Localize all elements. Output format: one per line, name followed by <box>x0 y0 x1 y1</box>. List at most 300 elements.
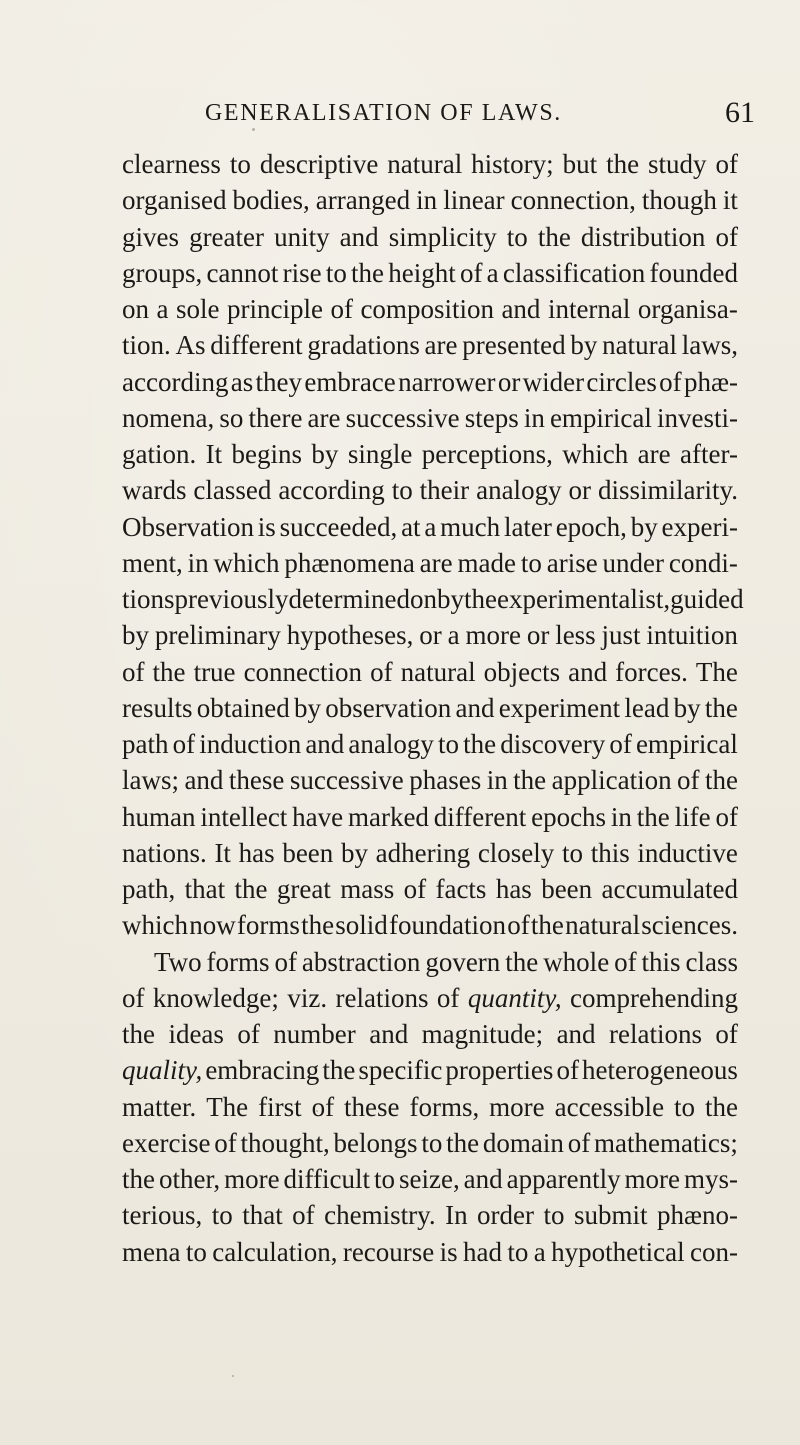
word: but <box>562 149 598 179</box>
word: apparently <box>506 1164 621 1194</box>
word: wards <box>122 475 187 506</box>
word: objects <box>483 656 561 687</box>
word: and <box>339 221 379 252</box>
word: mys- <box>684 1164 738 1194</box>
text-line <box>122 1234 738 1270</box>
word: are <box>307 402 341 433</box>
word: cannot <box>206 257 279 288</box>
text-line <box>122 654 738 690</box>
word: to <box>229 149 251 179</box>
word: according <box>122 366 229 397</box>
word: composition <box>360 294 494 324</box>
word: to <box>421 1127 443 1158</box>
word: greater <box>189 221 264 252</box>
word: on <box>409 584 437 614</box>
word: there <box>248 402 303 433</box>
word: more <box>489 1091 545 1122</box>
word: founded <box>649 257 738 288</box>
word: more <box>224 1164 280 1194</box>
word: the <box>463 729 497 759</box>
word: has <box>238 837 275 868</box>
word: distribution <box>580 221 706 252</box>
word: has <box>495 874 532 904</box>
word: ment, <box>122 547 183 578</box>
word: forces. <box>615 656 688 687</box>
word: unity <box>274 221 330 252</box>
word: embracing <box>205 1055 320 1086</box>
word: accessible <box>554 1091 665 1122</box>
word: internal <box>547 294 631 324</box>
word: by <box>673 692 701 723</box>
word: In <box>445 1200 468 1231</box>
word: successive <box>289 765 404 796</box>
text-line <box>122 581 744 617</box>
word: tions <box>122 584 175 614</box>
word: had <box>463 1236 503 1267</box>
word: phases <box>409 765 482 796</box>
word: The <box>695 656 738 687</box>
word: number <box>273 1019 356 1049</box>
word: a <box>447 620 460 651</box>
word: a <box>533 1236 546 1267</box>
word: experimentalist, <box>496 584 671 614</box>
word: of <box>677 765 700 796</box>
word: laws; <box>122 765 179 796</box>
text-line <box>122 400 738 436</box>
word: the <box>446 1127 480 1158</box>
word: previously <box>174 584 289 614</box>
word: which <box>213 547 280 578</box>
word: dissimilarity. <box>597 475 738 506</box>
word: of <box>715 1019 738 1049</box>
word: chemistry. <box>324 1200 436 1231</box>
word: of <box>370 656 393 687</box>
word: been <box>541 874 593 904</box>
word: empirical <box>549 402 652 433</box>
word: later <box>503 511 552 542</box>
word: matter. <box>122 1091 197 1122</box>
word: of <box>609 729 632 759</box>
word: the <box>704 1091 738 1122</box>
text-line <box>122 835 738 871</box>
word: the <box>322 1055 356 1086</box>
word: seize, <box>398 1164 460 1194</box>
word: are <box>637 439 671 469</box>
word: the <box>530 910 564 941</box>
word: discovery <box>500 729 606 759</box>
text-line <box>122 690 738 726</box>
word: and <box>568 656 608 687</box>
word: it <box>722 185 738 216</box>
word: preliminary <box>154 620 281 651</box>
word: on <box>122 294 149 324</box>
word: of <box>237 1019 260 1049</box>
text-line <box>122 617 738 653</box>
word: experiment <box>498 692 621 723</box>
word: arranged <box>315 185 411 216</box>
word: sciences. <box>641 910 738 941</box>
word: by <box>630 511 658 542</box>
word: hypotheses, <box>286 620 414 651</box>
word: is <box>257 511 276 542</box>
word: succeeded, <box>279 511 398 542</box>
word: viz. <box>287 982 328 1013</box>
word: by <box>570 330 598 361</box>
word: great <box>276 874 331 904</box>
word: govern <box>425 946 501 977</box>
word: to <box>520 547 542 578</box>
word: organised <box>122 185 227 216</box>
word: is <box>439 1236 458 1267</box>
word: classed <box>193 475 272 506</box>
word: submit <box>573 1200 648 1231</box>
text-line <box>122 291 738 327</box>
word: in <box>610 801 632 832</box>
word: just <box>601 620 641 651</box>
word: clearness <box>122 149 221 179</box>
word: under <box>602 547 665 578</box>
word: a <box>156 294 169 324</box>
word: and <box>501 294 541 324</box>
word: path <box>122 729 169 759</box>
word: a <box>424 511 437 542</box>
word: of <box>122 656 145 687</box>
word: of <box>614 946 637 977</box>
word: results <box>122 692 193 723</box>
word: linear <box>443 185 505 216</box>
word: successive <box>345 402 460 433</box>
word: these <box>344 1091 400 1122</box>
word: and <box>369 1019 409 1049</box>
word: more <box>465 620 521 651</box>
word: or <box>497 366 521 397</box>
word: sole <box>175 294 220 324</box>
word: abstraction <box>301 946 421 977</box>
word: by <box>122 620 149 651</box>
word: mena <box>122 1236 181 1267</box>
word: less <box>555 620 596 651</box>
word: nomena, <box>122 402 215 433</box>
word: and <box>184 765 224 796</box>
text-line <box>122 436 738 472</box>
word: thought, <box>240 1127 330 1158</box>
word: It <box>214 837 231 868</box>
word: true <box>193 656 236 687</box>
word: natural <box>387 149 463 179</box>
text-line <box>122 1125 738 1161</box>
word: determined <box>288 584 410 614</box>
word: their <box>419 475 470 506</box>
word: of <box>459 257 483 288</box>
word: are <box>419 547 453 578</box>
word: perceptions, <box>421 439 553 469</box>
word: induction <box>199 729 302 759</box>
word: accumulated <box>601 874 738 904</box>
word: intuition <box>646 620 738 651</box>
word: as <box>230 366 254 397</box>
word: the <box>463 584 497 614</box>
word: the <box>606 149 640 179</box>
word: application <box>551 765 672 796</box>
word: now <box>189 910 236 941</box>
word: phæ- <box>683 366 738 397</box>
word: to <box>506 221 528 252</box>
word: phæno- <box>656 1200 738 1231</box>
word: order <box>477 1200 535 1231</box>
word: intellect <box>200 801 288 832</box>
text-line <box>122 327 738 363</box>
word: study <box>648 149 707 179</box>
word: natural <box>565 910 641 941</box>
word: single <box>347 439 413 469</box>
paper-speck <box>252 128 255 131</box>
word: investi- <box>657 402 738 433</box>
word: of <box>292 1200 315 1231</box>
word: nations. <box>122 837 207 868</box>
word: different <box>433 801 527 832</box>
word: much <box>440 511 501 542</box>
text-line <box>122 182 738 218</box>
word: this <box>641 946 681 977</box>
word: bodies, <box>232 185 310 216</box>
word: the <box>704 692 738 723</box>
word: height <box>388 257 456 288</box>
word: to <box>561 837 583 868</box>
word: principle <box>226 294 323 324</box>
text-line <box>122 255 738 291</box>
text-line <box>122 726 738 762</box>
word: The <box>206 1091 249 1122</box>
word: and <box>556 1019 596 1049</box>
text-line <box>122 799 738 835</box>
word: whole <box>543 946 610 977</box>
word: the <box>351 257 385 288</box>
word: have <box>292 801 344 832</box>
text-line <box>122 944 738 980</box>
word: in <box>523 402 545 433</box>
word: the <box>537 221 571 252</box>
word: in <box>416 185 438 216</box>
word: steps <box>464 402 519 433</box>
word: to <box>325 257 347 288</box>
word: by <box>293 692 321 723</box>
word: tion. <box>122 330 171 361</box>
word: domain <box>482 1127 564 1158</box>
word: the <box>122 1164 155 1194</box>
text-line <box>122 364 738 400</box>
word: of <box>567 1127 591 1158</box>
word: Two <box>154 946 202 977</box>
word: history; <box>471 149 554 179</box>
word: this <box>590 837 630 868</box>
word: of <box>715 149 738 179</box>
word: of <box>172 729 196 759</box>
text-line <box>122 219 738 255</box>
word: wider <box>522 366 585 397</box>
word: of <box>122 982 145 1013</box>
word: con- <box>690 1236 738 1267</box>
word: forms <box>206 946 270 977</box>
word: difficult <box>283 1164 371 1194</box>
running-head <box>0 96 800 136</box>
word: marked <box>347 801 429 832</box>
word: natural <box>602 330 678 361</box>
text-line <box>122 472 738 508</box>
word: by <box>436 584 464 614</box>
word: mass <box>340 874 395 904</box>
word: epoch, <box>555 511 627 542</box>
word: by <box>340 837 368 868</box>
word: path, <box>122 874 176 904</box>
word: condi- <box>668 547 738 578</box>
word: to <box>543 1200 565 1231</box>
word: gives <box>122 221 179 252</box>
word: or <box>526 620 550 651</box>
text-line <box>122 545 738 581</box>
word: ideas <box>168 1019 224 1049</box>
word: to <box>374 1164 396 1194</box>
word: closely <box>477 837 555 868</box>
text-line <box>122 980 738 1016</box>
word: narrower <box>398 366 496 397</box>
word: magnitude; <box>421 1019 544 1049</box>
word: to <box>438 729 460 759</box>
word: relations <box>335 982 429 1013</box>
word: of <box>715 221 738 252</box>
word: to <box>211 1200 233 1231</box>
word: knowledge; <box>152 982 279 1013</box>
word: obtained <box>196 692 290 723</box>
word: observation <box>325 692 452 723</box>
paper-speck <box>316 1110 318 1112</box>
body-text <box>122 146 744 1270</box>
word: to <box>507 1236 529 1267</box>
word: the <box>234 874 268 904</box>
italic-word: quantity, <box>467 982 562 1013</box>
word: or <box>568 475 592 506</box>
text-line <box>122 1161 738 1197</box>
word: in <box>486 765 508 796</box>
word: of <box>214 1127 237 1158</box>
text-line <box>122 1197 738 1233</box>
word: analogy <box>476 475 562 506</box>
word: specific <box>358 1055 443 1086</box>
word: of <box>436 982 460 1013</box>
word: comprehending <box>570 982 738 1013</box>
word: natural <box>400 656 476 687</box>
word: made <box>457 547 516 578</box>
word: mathematics; <box>593 1127 738 1158</box>
word: It <box>205 439 223 469</box>
word: first <box>258 1091 302 1122</box>
word: the <box>152 656 186 687</box>
word: to <box>391 475 413 506</box>
word: after- <box>680 439 738 469</box>
word: laws, <box>681 330 738 361</box>
word: foundation <box>389 910 506 941</box>
word: inductive <box>637 837 738 868</box>
word: class <box>685 946 738 977</box>
word: at <box>401 511 421 542</box>
word: heterogeneous <box>582 1055 738 1086</box>
word: of <box>556 1055 579 1086</box>
word: that <box>242 1200 283 1231</box>
word: the <box>301 910 335 941</box>
text-line <box>122 762 738 798</box>
word: the <box>513 765 547 796</box>
word: solid <box>335 910 388 941</box>
text-line <box>122 871 738 907</box>
word: the <box>122 1019 155 1049</box>
word: terious, <box>122 1200 203 1231</box>
word: which <box>562 439 629 469</box>
word: facts <box>435 874 487 904</box>
word: the <box>704 765 738 796</box>
text-line <box>122 1052 738 1088</box>
word: classification <box>502 257 646 288</box>
word: begins <box>231 439 303 469</box>
text-line <box>122 509 738 545</box>
word: of <box>403 874 427 904</box>
word: presented <box>462 330 566 361</box>
word: different <box>210 330 303 361</box>
word: of <box>274 946 297 977</box>
paper-speck <box>232 1375 234 1377</box>
word: of <box>311 1091 335 1122</box>
word: which <box>122 910 188 941</box>
word: descriptive <box>259 149 379 179</box>
word: and <box>455 692 495 723</box>
word: rise <box>282 257 322 288</box>
word: though <box>641 185 717 216</box>
word: empirical <box>635 729 738 759</box>
word: groups, <box>122 257 203 288</box>
word: exercise <box>122 1127 211 1158</box>
word: experi- <box>661 511 738 542</box>
word: these <box>228 765 285 796</box>
word: arise <box>546 547 598 578</box>
word: hypothetical <box>551 1236 685 1267</box>
word: been <box>282 837 334 868</box>
word: gation. <box>122 439 197 469</box>
word: of <box>330 294 353 324</box>
word: connection, <box>510 185 636 216</box>
word: other, <box>158 1164 221 1194</box>
word: properties <box>445 1055 554 1086</box>
word: relations <box>608 1019 702 1049</box>
word: that <box>184 874 226 904</box>
word: forms <box>236 910 300 941</box>
word: As <box>175 330 206 361</box>
text-line <box>122 146 738 182</box>
text-line <box>122 1089 738 1125</box>
word: gradations <box>307 330 420 361</box>
word: the <box>505 946 539 977</box>
word: in <box>187 547 209 578</box>
word: so <box>219 402 244 433</box>
word: of <box>507 910 530 941</box>
word: calculation, <box>212 1236 338 1267</box>
word: are <box>424 330 458 361</box>
word: embrace <box>304 366 396 397</box>
word: guided <box>670 584 744 614</box>
word: a <box>486 257 499 288</box>
word: to <box>185 1236 207 1267</box>
word: epochs <box>531 801 607 832</box>
word: or <box>419 620 442 651</box>
word: analogy <box>348 729 434 759</box>
word: forms, <box>409 1091 480 1122</box>
